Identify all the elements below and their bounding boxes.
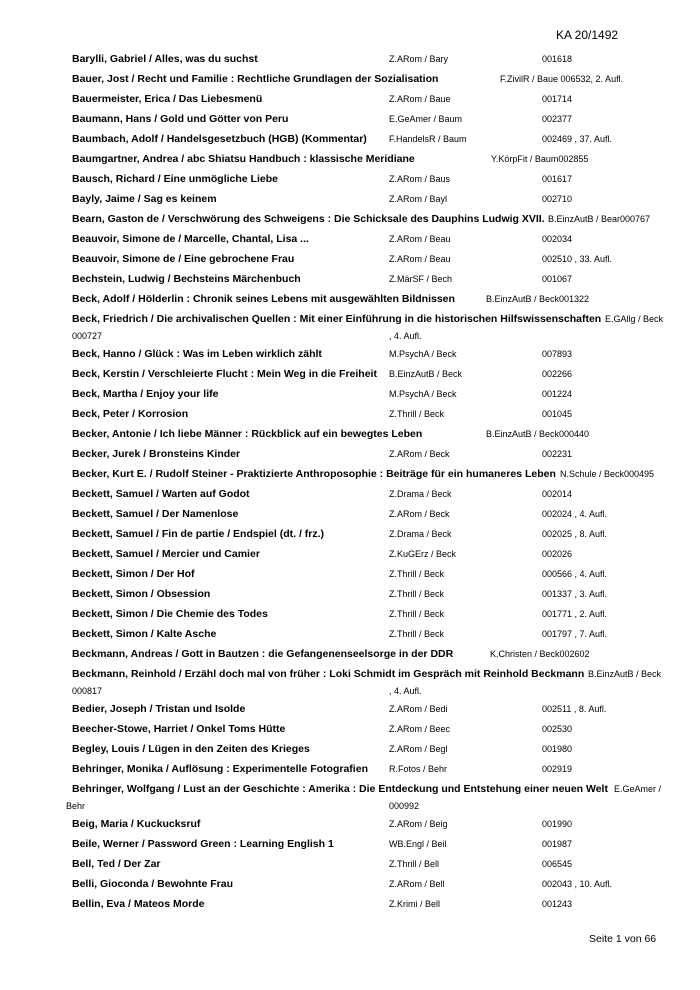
entry-signature: Z.MärSF / Bech [389, 274, 453, 284]
list-item [0, 150, 700, 170]
entry-signature: Z.Thrill / Beck [389, 409, 445, 419]
entry-title: Beckett, Samuel / Der Namenlose [72, 508, 239, 520]
entry-title: Beck, Adolf / Hölderlin : Chronik seines Lebens mit ausgewählten Bildnissen [72, 293, 455, 305]
entry-signature-inline: B.EinzAutB / Beck [588, 669, 662, 679]
entry-title: Beckett, Simon / Der Hof [72, 568, 195, 580]
list-item [0, 505, 700, 525]
entry-title: Becker, Jurek / Bronsteins Kinder [72, 448, 241, 460]
entry-number: 002469 , 37. Aufl. [542, 134, 613, 144]
entry-number: 001714 [542, 94, 573, 104]
list-item [0, 425, 700, 445]
entry-signature: Z.ARom / Bell [389, 879, 445, 889]
entry-title: Beck, Hanno / Glück : Was im Leben wirklich zählt [72, 348, 322, 360]
list-item [0, 605, 700, 625]
entry-signature: Z.KuGErz / Beck [389, 549, 457, 559]
entry-title: Beck, Friedrich / Die archivalischen Quellen : Mit einer Einführung in die historischen Hilfswissenschaften [72, 313, 602, 325]
list-item [0, 345, 700, 365]
entry-title: Belli, Gioconda / Bewohnte Frau [72, 878, 234, 890]
list-item [0, 780, 700, 815]
entry-title: Beauvoir, Simone de / Marcelle, Chantal, Lisa ... [72, 233, 309, 245]
entry-title: Beckett, Samuel / Warten auf Godot [72, 488, 250, 500]
list-item [0, 405, 700, 425]
entry-number: 001797 , 7. Aufl. [542, 629, 608, 639]
list-item [0, 855, 700, 875]
entry-title: Bausch, Richard / Eine unmögliche Liebe [72, 173, 278, 185]
entry-continuation-detail: 000992 [389, 801, 420, 811]
entry-continuation-detail: , 4. Aufl. [389, 686, 422, 696]
entry-number: 001771 , 2. Aufl. [542, 609, 608, 619]
entry-signature: E.GeAmer / Baum [389, 114, 463, 124]
entry-title: Bellin, Eva / Mateos Morde [72, 898, 205, 910]
entry-title: Beig, Maria / Kuckucksruf [72, 818, 201, 830]
list-item [0, 90, 700, 110]
list-item [0, 565, 700, 585]
entry-number: 002026 [542, 549, 573, 559]
list-item [0, 545, 700, 565]
entry-signature: WB.Engl / Beil [389, 839, 447, 849]
list-item [0, 230, 700, 250]
list-item [0, 445, 700, 465]
list-item [0, 110, 700, 130]
entry-signature: Z.ARom / Beig [389, 819, 448, 829]
entry-signature: Z.ARom / Beck [389, 449, 450, 459]
entry-title: Beckmann, Andreas / Gott in Bautzen : die Gefangenenseelsorge in der DDR [72, 648, 454, 660]
list-item [0, 250, 700, 270]
entry-signature: Z.ARom / Begl [389, 744, 448, 754]
entry-signature-inline: Y.KörpFit / Baum002855 [491, 154, 589, 164]
list-item [0, 875, 700, 895]
entry-title: Baumann, Hans / Gold und Götter von Peru [72, 113, 289, 125]
entry-title: Beckett, Samuel / Fin de partie / Endspiel (dt. / frz.) [72, 528, 325, 540]
entry-title: Baumbach, Adolf / Handelsgesetzbuch (HGB) (Kommentar) [72, 133, 367, 145]
list-item [0, 170, 700, 190]
entry-title: Beckett, Samuel / Mercier und Camier [72, 548, 260, 560]
entry-title: Beile, Werner / Password Green : Learning English 1 [72, 838, 334, 850]
entry-signature: Z.ARom / Baus [389, 174, 451, 184]
entry-title: Beckett, Simon / Die Chemie des Todes [72, 608, 268, 620]
entry-title: Bearn, Gaston de / Verschwörung des Schweigens : Die Schicksale des Dauphins Ludwig XVII. [72, 213, 545, 225]
list-item [0, 385, 700, 405]
list-item [0, 895, 700, 915]
entry-title: Beck, Peter / Korrosion [72, 408, 189, 420]
entry-number: 001617 [542, 174, 573, 184]
entry-signature: Z.Thrill / Beck [389, 589, 445, 599]
book-list [0, 50, 700, 915]
entry-title: Bayly, Jaime / Sag es keinem [72, 193, 217, 205]
entry-number: 002014 [542, 489, 573, 499]
entry-title: Becker, Kurt E. / Rudolf Steiner - Praktizierte Anthroposophie : Beiträge für ein humaneres Leben [72, 468, 556, 480]
list-item [0, 190, 700, 210]
entry-signature-inline: B.EinzAutB / Beck000440 [486, 429, 590, 439]
document-code: KA 20/1492 [556, 28, 619, 42]
list-item [0, 760, 700, 780]
entry-title: Beck, Martha / Enjoy your life [72, 388, 219, 400]
entry-number: 001987 [542, 839, 573, 849]
entry-title: Begley, Louis / Lügen in den Zeiten des Krieges [72, 743, 310, 755]
entry-title: Beckett, Simon / Obsession [72, 588, 211, 600]
entry-signature: R.Fotos / Behr [389, 764, 448, 774]
list-item [0, 720, 700, 740]
entry-signature-inline: E.GeAmer / [614, 784, 662, 794]
entry-number: 001067 [542, 274, 573, 284]
entry-number: 002530 [542, 724, 573, 734]
list-item [0, 365, 700, 385]
entry-signature-inline: F.ZivilR / Baue 006532, 2. Aufl. [500, 74, 624, 84]
entry-continuation: 000817 [72, 686, 103, 696]
entry-number: 001990 [542, 819, 573, 829]
entry-signature-inline: N.Schule / Beck000495 [560, 469, 655, 479]
list-item [0, 585, 700, 605]
entry-number: 007893 [542, 349, 573, 359]
list-item [0, 835, 700, 855]
entry-signature-inline: K.Christen / Beck002602 [490, 649, 590, 659]
list-item [0, 465, 700, 485]
entry-title: Beck, Kerstin / Verschleierte Flucht : Mein Weg in die Freiheit [72, 368, 377, 380]
entry-title: Bauermeister, Erica / Das Liebesmenü [72, 93, 263, 105]
entry-title: Beecher-Stowe, Harriet / Onkel Toms Hütte [72, 723, 286, 735]
entry-number: 001224 [542, 389, 573, 399]
entry-number: 002231 [542, 449, 573, 459]
entry-signature: Z.ARom / Beec [389, 724, 451, 734]
entry-signature: Z.ARom / Baue [389, 94, 451, 104]
entry-continuation: Behr [66, 801, 86, 811]
entry-number: 002034 [542, 234, 573, 244]
entry-signature: Z.Drama / Beck [389, 489, 452, 499]
entry-number: 001618 [542, 54, 573, 64]
entry-number: 002377 [542, 114, 573, 124]
entry-number: 006545 [542, 859, 573, 869]
entry-signature: Z.ARom / Beck [389, 509, 450, 519]
list-item [0, 50, 700, 70]
list-item [0, 625, 700, 645]
entry-signature: Z.Thrill / Beck [389, 629, 445, 639]
entry-signature: Z.Thrill / Bell [389, 859, 440, 869]
list-item [0, 130, 700, 150]
list-item [0, 645, 700, 665]
entry-signature: Z.ARom / Beau [389, 254, 451, 264]
list-item [0, 270, 700, 290]
list-item [0, 485, 700, 505]
entry-signature: Z.ARom / Bedi [389, 704, 448, 714]
entry-number: 000566 , 4. Aufl. [542, 569, 608, 579]
entry-number: 002511 , 8. Aufl. [542, 704, 607, 714]
list-item [0, 665, 700, 700]
entry-title: Barylli, Gabriel / Alles, was du suchst [72, 53, 258, 65]
entry-title: Baumgartner, Andrea / abc Shiatsu Handbuch : klassische Meridiane [72, 153, 415, 165]
entry-title: Bauer, Jost / Recht und Familie : Rechtliche Grundlagen der Sozialisation [72, 73, 439, 85]
list-item [0, 70, 700, 90]
entry-number: 002266 [542, 369, 573, 379]
page-number: Seite 1 von 66 [589, 933, 657, 945]
entry-title: Behringer, Wolfgang / Lust an der Geschichte : Amerika : Die Entdeckung und Entstehung einer neuen Welt [72, 783, 608, 795]
entry-signature: Z.Drama / Beck [389, 529, 452, 539]
entry-number: 002043 , 10. Aufl. [542, 879, 613, 889]
entry-signature: Z.ARom / Beau [389, 234, 451, 244]
entry-continuation-detail: , 4. Aufl. [389, 331, 422, 341]
entry-number: 001243 [542, 899, 573, 909]
entry-number: 001045 [542, 409, 573, 419]
entry-title: Bechstein, Ludwig / Bechsteins Märchenbuch [72, 273, 301, 285]
entry-signature-inline: E.GAllg / Beck [605, 314, 664, 324]
entry-title: Beckmann, Reinhold / Erzähl doch mal von früher : Loki Schmidt im Gespräch mit Reinhold Beckmann [72, 668, 585, 680]
entry-signature: F.HandelsR / Baum [389, 134, 467, 144]
entry-continuation: 000727 [72, 331, 103, 341]
list-item [0, 525, 700, 545]
list-item [0, 290, 700, 310]
entry-number: 002510 , 33. Aufl. [542, 254, 613, 264]
entry-signature: Z.Thrill / Beck [389, 609, 445, 619]
entry-number: 001980 [542, 744, 573, 754]
entry-signature: Z.ARom / Bary [389, 54, 449, 64]
entry-title: Beckett, Simon / Kalte Asche [72, 628, 217, 640]
entry-title: Behringer, Monika / Auflösung : Experimentelle Fotografien [72, 763, 368, 775]
entry-signature: Z.Krimi / Bell [389, 899, 441, 909]
entry-signature: Z.Thrill / Beck [389, 569, 445, 579]
entry-signature-inline: B.EinzAutB / Bear000767 [548, 214, 651, 224]
entry-title: Becker, Antonie / Ich liebe Männer : Rückblick auf ein bewegtes Leben [72, 428, 423, 440]
entry-number: 002025 , 8. Aufl. [542, 529, 608, 539]
entry-signature: M.PsychA / Beck [389, 349, 457, 359]
list-item [0, 310, 700, 345]
entry-title: Bedier, Joseph / Tristan und Isolde [72, 703, 246, 715]
entry-signature-inline: B.EinzAutB / Beck001322 [486, 294, 590, 304]
entry-signature: B.EinzAutB / Beck [389, 369, 463, 379]
entry-signature: Z.ARom / Bayl [389, 194, 448, 204]
entry-number: 001337 , 3. Aufl. [542, 589, 608, 599]
entry-title: Beauvoir, Simone de / Eine gebrochene Frau [72, 253, 295, 265]
list-item [0, 700, 700, 720]
entry-number: 002919 [542, 764, 573, 774]
list-item [0, 815, 700, 835]
entry-number: 002024 , 4. Aufl. [542, 509, 608, 519]
list-item [0, 740, 700, 760]
list-item [0, 210, 700, 230]
entry-number: 002710 [542, 194, 573, 204]
entry-signature: M.PsychA / Beck [389, 389, 457, 399]
entry-title: Bell, Ted / Der Zar [72, 858, 161, 870]
